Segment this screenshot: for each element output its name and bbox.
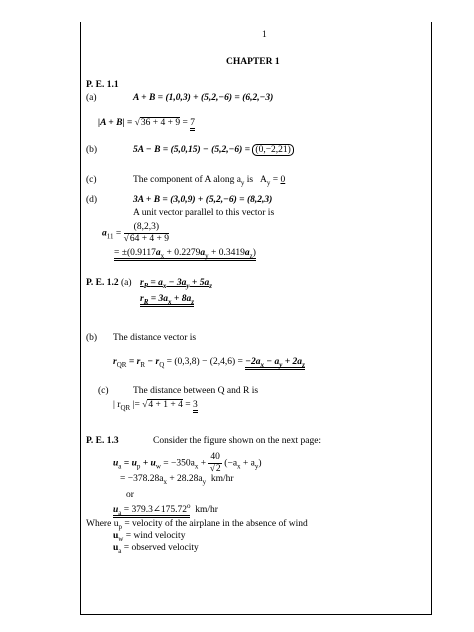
pe13-line3-deg: o — [186, 501, 191, 510]
pe13-u-paren: (−a — [224, 458, 238, 469]
pe13-u-a: u — [113, 458, 119, 469]
pe12-b-eq-mid: − r — [144, 357, 160, 367]
pe12-c-radicand: 4 + 1 + 4 — [148, 400, 183, 410]
pe13-where-line — [86, 519, 308, 530]
pe13-u-paren-sub2: y — [254, 462, 259, 471]
pe13-frac-den: √2 — [209, 464, 221, 474]
pe12-b-text: The distance vector is — [113, 333, 197, 343]
pe11-c-text: The component of A along a — [133, 175, 241, 185]
pe12-rp-eq: = a — [150, 278, 163, 288]
pe12-c-label: (c) — [98, 386, 109, 396]
pe12-b-label: (b) — [86, 333, 98, 343]
pe11-d-unit-vector: $a_{11}$ = $\frac{(8,2,3)}{√64 + 4 + 9}$ — [102, 222, 170, 244]
pe11-a-mag-lhs: |A + B| = — [98, 118, 133, 128]
pe12-rp-t2: − 3a — [166, 278, 187, 288]
pe11-c-answer — [260, 175, 285, 186]
pe11-d-result — [114, 248, 256, 259]
pe11-d-ay-sub: y — [205, 251, 209, 260]
pe13-where-prefix: Where u — [86, 519, 119, 529]
pe13-line3-u-sub: a — [118, 508, 122, 517]
pe11-d-numerator: (8,2,3) — [124, 222, 169, 234]
pe12-b-result — [245, 357, 305, 370]
page-number: 1 — [262, 30, 267, 40]
pe12-heading: P. E. 1.2 — [86, 278, 119, 288]
pe13-ua-text: = observed velocity — [121, 543, 199, 553]
pe13-u-eq-sub1: p — [136, 462, 141, 471]
pe11-c-result: 0 — [280, 175, 286, 185]
pe12-rp-t1-sub: x — [162, 281, 167, 290]
pe11-d-az: a — [244, 248, 250, 258]
pe11-d-den-radicand: 64 + 4 + 9 — [129, 234, 170, 244]
pe11-d-a-sub: 11 — [106, 232, 114, 241]
pe13-line3-eq: = 379.3∠175.72 — [123, 505, 187, 515]
pe11-heading: P. E. 1.1 — [86, 80, 119, 90]
pe13-line2-unit: km/hr — [210, 474, 234, 484]
pe11-c-eq: = — [272, 175, 279, 185]
pe13-u-plus2: + — [198, 458, 207, 469]
pe12-b-eq: = r — [128, 357, 141, 367]
pe13-line3-underlined — [113, 501, 191, 518]
pe11-a-label: (a) — [86, 93, 97, 103]
pe13-fraction — [208, 452, 222, 475]
pe13-u-equation — [113, 452, 262, 475]
pe13-line3-u: u — [113, 505, 119, 515]
pe11-d-equation: 3A + B = (3,0,9) + (5,2,−6) = (8,2,3) — [133, 195, 273, 205]
pe12-b-eq-sub2: Q — [159, 360, 165, 369]
pe12-b-eq-rest: = (0,3,8) − (2,4,6) = — [164, 357, 243, 367]
pe11-d-result-underlined — [114, 248, 256, 261]
pe12-b-result-mid2: + 2a — [282, 357, 303, 367]
pe13-intro: Consider the figure shown on the next page: — [153, 436, 322, 446]
pe11-d-a: a — [102, 228, 107, 239]
pe11-d-ax: a — [155, 248, 161, 258]
pe11-b-equation — [133, 145, 294, 156]
pe11-a-mag-eq: = — [182, 118, 188, 128]
pe12-c-lhs-sub: QR — [120, 403, 131, 412]
pe13-u-paren-sub1: x — [237, 462, 241, 471]
pe13-line2-sub1: x — [163, 477, 167, 486]
chapter-title: CHAPTER 1 — [226, 57, 280, 67]
pe12-rr-t1-sub: x — [168, 297, 172, 306]
pe12-c-lhs: | r — [113, 400, 121, 410]
pe13-uw-line — [113, 531, 185, 542]
pe13-u-rest-sub: x — [194, 462, 199, 471]
pe12-rp-t3-sub: z — [209, 281, 212, 290]
pe13-uw: u — [113, 531, 119, 541]
pe13-u-a-sub: a — [118, 462, 122, 471]
pe13-uw-text: = wind velocity — [123, 531, 186, 541]
pe12-rr-underlined — [140, 294, 194, 307]
pe11-d-text: A unit vector parallel to this vector is — [133, 208, 275, 218]
pe13-u-plus: + u — [140, 458, 156, 469]
pe13-ua-sub: a — [118, 546, 122, 555]
pe11-d-denominator: √64 + 4 + 9 — [123, 234, 170, 244]
pe11-c-ay-sub: y — [266, 178, 271, 187]
pe12-b-equation — [113, 357, 305, 368]
pe13-line2-t1: = −378.28a — [120, 474, 164, 484]
pe12-rr: r — [140, 294, 144, 304]
pe12-c-result: 3 — [193, 400, 198, 413]
pe11-d-ax-sub: x — [160, 251, 165, 260]
pe11-d-result-mid1: + 0.2279 — [164, 248, 201, 258]
pe11-c-text-line — [133, 175, 253, 186]
pe12-rp-t3: + 5a — [189, 278, 210, 288]
pe12-c-lhs-rest: |= — [130, 400, 140, 410]
pe13-where-sub: p — [118, 522, 122, 531]
pe13-u-rest: = −350a — [160, 458, 195, 469]
pe12-rp-underlined — [140, 278, 212, 288]
pe12-b-result-mid1: − a — [264, 357, 280, 367]
pe12-b-result-sub1: x — [260, 360, 265, 369]
pe12-b-eq-sub1: R — [140, 360, 145, 369]
pe13-ua-line — [113, 543, 199, 554]
pe12-b-result-sub3: z — [302, 360, 305, 369]
pe11-c-ay: A — [260, 175, 267, 185]
pe12-rr-sub: R — [143, 297, 149, 306]
pe12-rp-sub: P — [143, 281, 148, 290]
pe12-rp-t2-sub: y — [186, 281, 190, 290]
pe13-frac-den-radicand: 2 — [215, 464, 221, 474]
pe12-b-rqr-sub: QR — [116, 360, 127, 369]
pe12-b-rqr: r — [113, 357, 117, 367]
pe13-or: or — [126, 490, 134, 500]
pe13-line2-mid: + 28.28a — [166, 474, 203, 484]
pe13-line2 — [120, 474, 234, 485]
pe13-line2-sub2: y — [202, 477, 207, 486]
pe12-rr-line — [140, 294, 194, 305]
pe11-a-magnitude: |A + B| = √36 + 4 + 9 = 7 — [98, 118, 195, 129]
pe12-b-result-t1: −2a — [245, 357, 261, 367]
pe12-b-result-sub2: y — [279, 360, 283, 369]
pe12-rr-t2-sub: z — [191, 297, 194, 306]
pe13-line3-unit: km/hr — [195, 505, 218, 515]
pe12-c-text: The distance between Q and R is — [133, 386, 259, 396]
pe12-rr-t2: + 8a — [171, 294, 192, 304]
pe12-rp-line — [140, 278, 212, 289]
pe12-c-equation: | $r_{QR}$ |= √4 + 1 + 4 = 3 — [113, 400, 198, 412]
pe11-c-sub: y — [240, 178, 245, 187]
pe12-rr-eq: = 3a — [150, 294, 169, 304]
pe11-a-mag-result: 7 — [190, 118, 195, 131]
pe12-c-eq: = — [185, 400, 191, 410]
pe13-where-text: = velocity of the airplane in the absence of wind — [121, 519, 308, 529]
pe11-d-result-prefix: = ±(0.9117 — [114, 248, 156, 258]
pe13-uw-sub: w — [118, 534, 124, 543]
pe12-rp: r — [140, 278, 144, 288]
pe11-c-label: (c) — [86, 175, 97, 185]
pe13-u-paren-mid: + a — [240, 458, 255, 469]
pe11-d-fraction — [124, 222, 169, 245]
pe11-d-label: (d) — [86, 195, 98, 205]
pe11-c-is: is — [246, 175, 254, 185]
pe11-d-result-suffix: ) — [252, 248, 256, 258]
pe13-line3 — [113, 501, 218, 517]
pe13-heading: P. E. 1.3 — [86, 436, 119, 446]
pe11-a-mag-radicand: 36 + 4 + 9 — [140, 118, 181, 128]
pe11-b-eq: 5A − B = (5,0,15) − (5,2,−6) = — [133, 145, 251, 155]
pe11-d-result-mid2: + 0.3419 — [208, 248, 245, 258]
pe11-b-label: (b) — [86, 145, 98, 155]
pe13-u-eq-sub2: w — [155, 462, 161, 471]
pe13-frac-num: 40 — [210, 452, 220, 462]
pe11-d-az-sub: z — [249, 251, 253, 260]
pe11-d-ay: a — [200, 248, 206, 258]
pe11-b-result: (0,−2,21) — [252, 144, 293, 156]
pe13-u-eq: = u — [123, 458, 137, 469]
pe12-a-label: (a) — [121, 278, 132, 288]
pe11-a-equation: A + B = (1,0,3) + (5,2,−6) = (6,2,−3) — [133, 93, 274, 103]
pe13-ua: u — [113, 543, 119, 553]
pe13-u-paren-end: ) — [258, 458, 262, 469]
